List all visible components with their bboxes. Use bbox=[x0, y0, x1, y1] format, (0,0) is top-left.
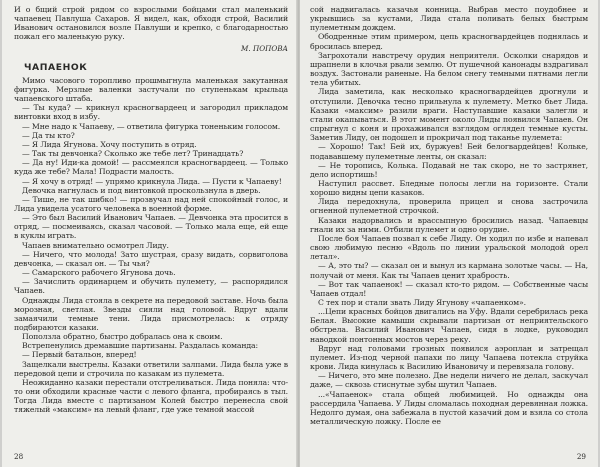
paragraph: — Первый батальон, вперед! bbox=[22, 350, 137, 360]
right-page bbox=[300, 0, 598, 467]
page-number: 28 bbox=[14, 452, 24, 461]
paragraph: ...«Чапаенок» стала общей любимицей. Но однажды она рассердила Чапаева. У Лиды сломалась походная деревянная ложка. Недолго думая, она забежала в пустой казачий дом и взяла со стола металлическую ложку. После ее bbox=[310, 389, 588, 427]
paragraph: — Да ты кто? bbox=[22, 130, 75, 140]
paragraph: Поползла обратно, быстро добралась она к своим. bbox=[22, 332, 223, 342]
paragraph: Однажды Лида стояла в секрете на передовой заставе. Ночь была морозная, светлая. Звезды сияли над головой. Вдруг вдали замаячили темные тени. Лида присмотрелась: к отряду подбираются казаки. bbox=[14, 295, 288, 332]
paragraph: — Это был Василий Иванович Чапаев. — Девчонка эта просится в отряд, — посмеиваясь, сказал часовой. — Только мала еще, ей еще в куклы играть. bbox=[14, 213, 288, 241]
paragraph: — Ты куда? — крикнул красногвардеец и загородил прикладом винтовки вход в избу. bbox=[14, 103, 288, 122]
paragraph: сой надвигалась казачья конница. Выбрав место поудобнее и укрывшись за кустами, Лида стала поливать белых быстрым пулеметным дождем. bbox=[310, 5, 588, 33]
paragraph: ...Цепи красных бойцов двигались на Уфу. Вдали серебрилась река Белая. Высокие камыши скрывали партизан от неприятельского обстрела. Василий Иванович Чапаев, сидя в лодке, руководил наводкой понтонных мостов через реку. bbox=[310, 307, 588, 344]
story-title: ЧАПАЕНОК bbox=[24, 61, 88, 73]
page-number: 29 bbox=[576, 452, 586, 461]
paragraph: — Я Лида Ягунова. Хочу поступить в отряд. bbox=[22, 139, 197, 149]
paragraph: — Хорошо! Так! Бей их, буржуев! Бей белогвардейцев! Кольке, подававшему пулеметные ленты, он сказал: bbox=[310, 142, 588, 161]
left-page bbox=[2, 0, 297, 467]
paragraph: — Да ну! Иди-ка домой! — рассмеялся красногвардеец. — Только куда же тебе? Мала! Подрасти малость. bbox=[14, 158, 288, 177]
paragraph: — Самарского рабочего Ягунова дочь. bbox=[22, 268, 176, 278]
paragraph: Вдруг над головами грозных появился аэроплан и затрещал пулемет. Из-под черной папахи по лицу Чапаева потекла струйка крови. Лида кинулась к Василию Ивановичу и перевязала голову. bbox=[310, 343, 588, 372]
paragraph: — Ничего, что молода! Зато шустрая, сразу видать, сорвиголова девчонка, — сказал он. — Ты чья? bbox=[14, 249, 288, 268]
paragraph: — Так ты девчонка? Сколько же тебе лет? Тринадцать? bbox=[22, 149, 244, 159]
paragraph: — Я хочу в отряд! — упрямо крикнула Лида. — Пусти к Чапаеву! bbox=[22, 176, 282, 186]
paragraph: — Тише, не так шибко! — прозвучал над ней спокойный голос, и Лида увидела усатого человека в военной форме. bbox=[14, 194, 288, 213]
paragraph: Загрохотали навстречу орудия неприятеля. Осколки снарядов и шрапнели в клочья рвали землю. От пушечной канонады вздрагивал воздух. Застонали раненые. На белом снегу темными пятнами легли тела убитых. bbox=[310, 50, 588, 88]
intro-paragraph: И о бщий строй рядом со взрослыми бойцами стал маленький чапаевец Павлуша Сахаров. Я видел, как, обходя строй, Василий Иванович остановился возле Павлуши и крепко, с благодарностью пожал его маленькую руку. bbox=[14, 5, 288, 42]
paragraph: Ободренные этим примером, цепь красногвардейцев поднялась и бросилась вперед. bbox=[310, 32, 588, 51]
left-page-text-column bbox=[14, 5, 288, 415]
paragraph: — Мне надо к Чапаеву, — ответила фигурка тоненьким голосом. bbox=[22, 121, 281, 131]
paragraph: — Зачислить ординарцем и обучить пулемету, — распорядился Чапаев. bbox=[14, 277, 288, 296]
paragraph: Неожиданно казаки перестали отстреливаться. Лида поняла: что-то они обходили красные части с левого фланга, пробираясь в тыл. Тогда Лида вместе с партизаном Колей быстро перенесла свой тяжелый «максим» на левый фланг, где уже темной массой bbox=[14, 377, 288, 415]
paragraph: — Вот так чапаенок! — сказал кто-то рядом. — Собственные часы Чапаев отдал! bbox=[310, 279, 588, 298]
right-page-text-column bbox=[310, 5, 588, 426]
paragraph: Чапаев внимательно осмотрел Лиду. bbox=[22, 240, 169, 250]
paragraph: — А, это ты? — сказал он и вынул из кармана золотые часы. — На, получай от меня. Как ты Чапаев ценит храбрость. bbox=[310, 261, 588, 280]
paragraph: Защелкали выстрелы. Казаки ответили залпами. Лида была уже в передовой цепи и строчила по казакам из пулемета. bbox=[14, 359, 288, 378]
author-credit: М. ПОПОВА bbox=[241, 43, 288, 53]
paragraph: — Ничего, это мне полезно. Две недели ничего не делал, заскучал даже, — сквозь стиснутые зубы шутил Чапаев. bbox=[310, 371, 588, 390]
paragraph: Лида заметила, как несколько красногвардейцев дрогнули и отступили. Девочка тесно прильнула к пулемету. Метко бьет Лида. Казаки «максим» разили враги. Наступавшие казаки залегли и стали окапываться. В этот момент около Лиды появился Чапаев. Он спрыгнул с коня и прохаживался взглядом оглядел темные кусты. Заметив Лиду, он подошел и прокричал под таканье пулемета: bbox=[310, 87, 588, 143]
paragraph: — Не торопись, Колька. Подавай не так скоро, не то застрянет, дело испортишь! bbox=[310, 160, 588, 179]
paragraph: После боя Чапаев позвал к себе Лиду. Он ходил по избе и напевал свою любимую песню «Вдоль по линии уральской молодой орел летал». bbox=[310, 233, 588, 262]
paragraph: Встрепенулись дремавшие партизаны. Раздалась команда: bbox=[22, 341, 258, 351]
paragraph: Казаки надорвались и врассыпную бросились назад. Чапаевцы гнали их за ними. Отбили пулемет и одно орудие. bbox=[310, 215, 588, 234]
paragraph: Наступил рассвет. Бледные полосы легли на горизонте. Стали хорошо видны цепи казаков. bbox=[310, 178, 588, 198]
paragraph: С тех пор и стали звать Лиду Ягунову «чапаенком». bbox=[318, 298, 526, 307]
paragraph: Лида передохнула, проверила прицел и снова застрочила огненной пулеметной строчкой. bbox=[310, 197, 588, 216]
paragraph: Мимо часового торопливо прошмыгнула маленькая закутанная фигурка. Мерзлые валенки застучали по ступенькам крыльца чапаевского штаба. bbox=[14, 75, 288, 104]
paragraph: Девочка нагнулась и под винтовкой проскользнула в дверь. bbox=[22, 185, 261, 195]
